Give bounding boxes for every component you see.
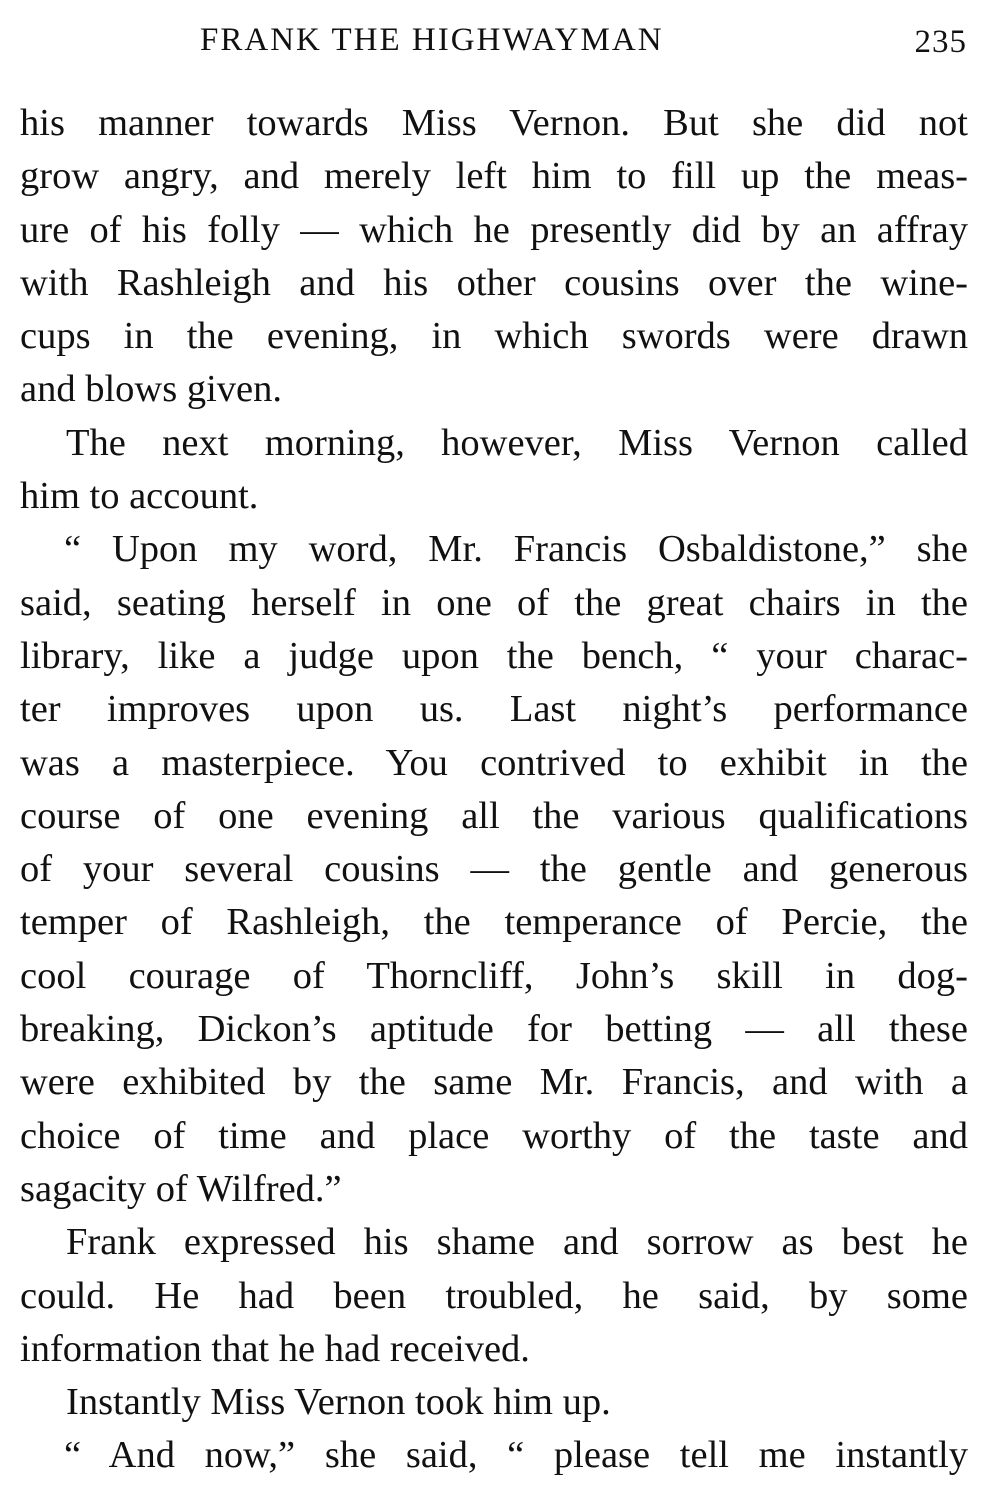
text-line: with Rashleigh and his other cousins over the wine- xyxy=(20,261,968,304)
text-line: grow angry, and merely left him to fill up the meas- xyxy=(20,155,968,198)
text-line: could. He had been troubled, he said, by some xyxy=(20,1274,968,1317)
text-line: said, seating herself in one of the great chairs in the xyxy=(20,581,968,624)
running-title: FRANK THE HIGHWAYMAN xyxy=(200,22,664,58)
text-line: were exhibited by the same Mr. Francis, and with a xyxy=(20,1061,968,1104)
text-line: breaking, Dickon’s aptitude for betting — all these xyxy=(20,1008,968,1051)
text-line: choice of time and place worthy of the taste and xyxy=(20,1114,968,1157)
text-line: The next morning, however, Miss Vernon called xyxy=(66,421,968,464)
text-line: cups in the evening, in which swords were drawn xyxy=(20,315,968,358)
text-line: him to account. xyxy=(20,475,259,518)
text-line: ure of his folly — which he presently did by an affray xyxy=(20,208,968,251)
text-line: temper of Rashleigh, the temperance of Percie, the xyxy=(20,901,968,944)
text-line: ter improves upon us. Last night’s performance xyxy=(20,688,968,731)
text-line: Frank expressed his shame and sorrow as best he xyxy=(66,1221,968,1264)
text-line: “ Upon my word, Mr. Francis Osbaldistone,” she xyxy=(64,528,968,571)
text-line: information that he had received. xyxy=(20,1327,530,1370)
text-line: library, like a judge upon the bench, “ your charac- xyxy=(20,634,968,677)
text-line: course of one evening all the various qualifications xyxy=(20,794,968,837)
text-line: was a masterpiece. You contrived to exhibit in the xyxy=(20,741,968,784)
text-line: Instantly Miss Vernon took him up. xyxy=(66,1381,611,1424)
text-line: his manner towards Miss Vernon. But she did not xyxy=(20,102,968,144)
page-number: 235 xyxy=(914,24,967,60)
text-line: sagacity of Wilfred.” xyxy=(20,1167,342,1210)
text-line: cool courage of Thorncliff, John’s skill in dog- xyxy=(20,954,968,997)
text-line: “ And now,” she said, “ please tell me instantly xyxy=(64,1434,968,1477)
text-line: and blows given. xyxy=(20,368,282,411)
body-text xyxy=(20,97,968,1483)
text-line: of your several cousins — the gentle and generous xyxy=(20,848,968,891)
running-header xyxy=(0,18,1000,62)
